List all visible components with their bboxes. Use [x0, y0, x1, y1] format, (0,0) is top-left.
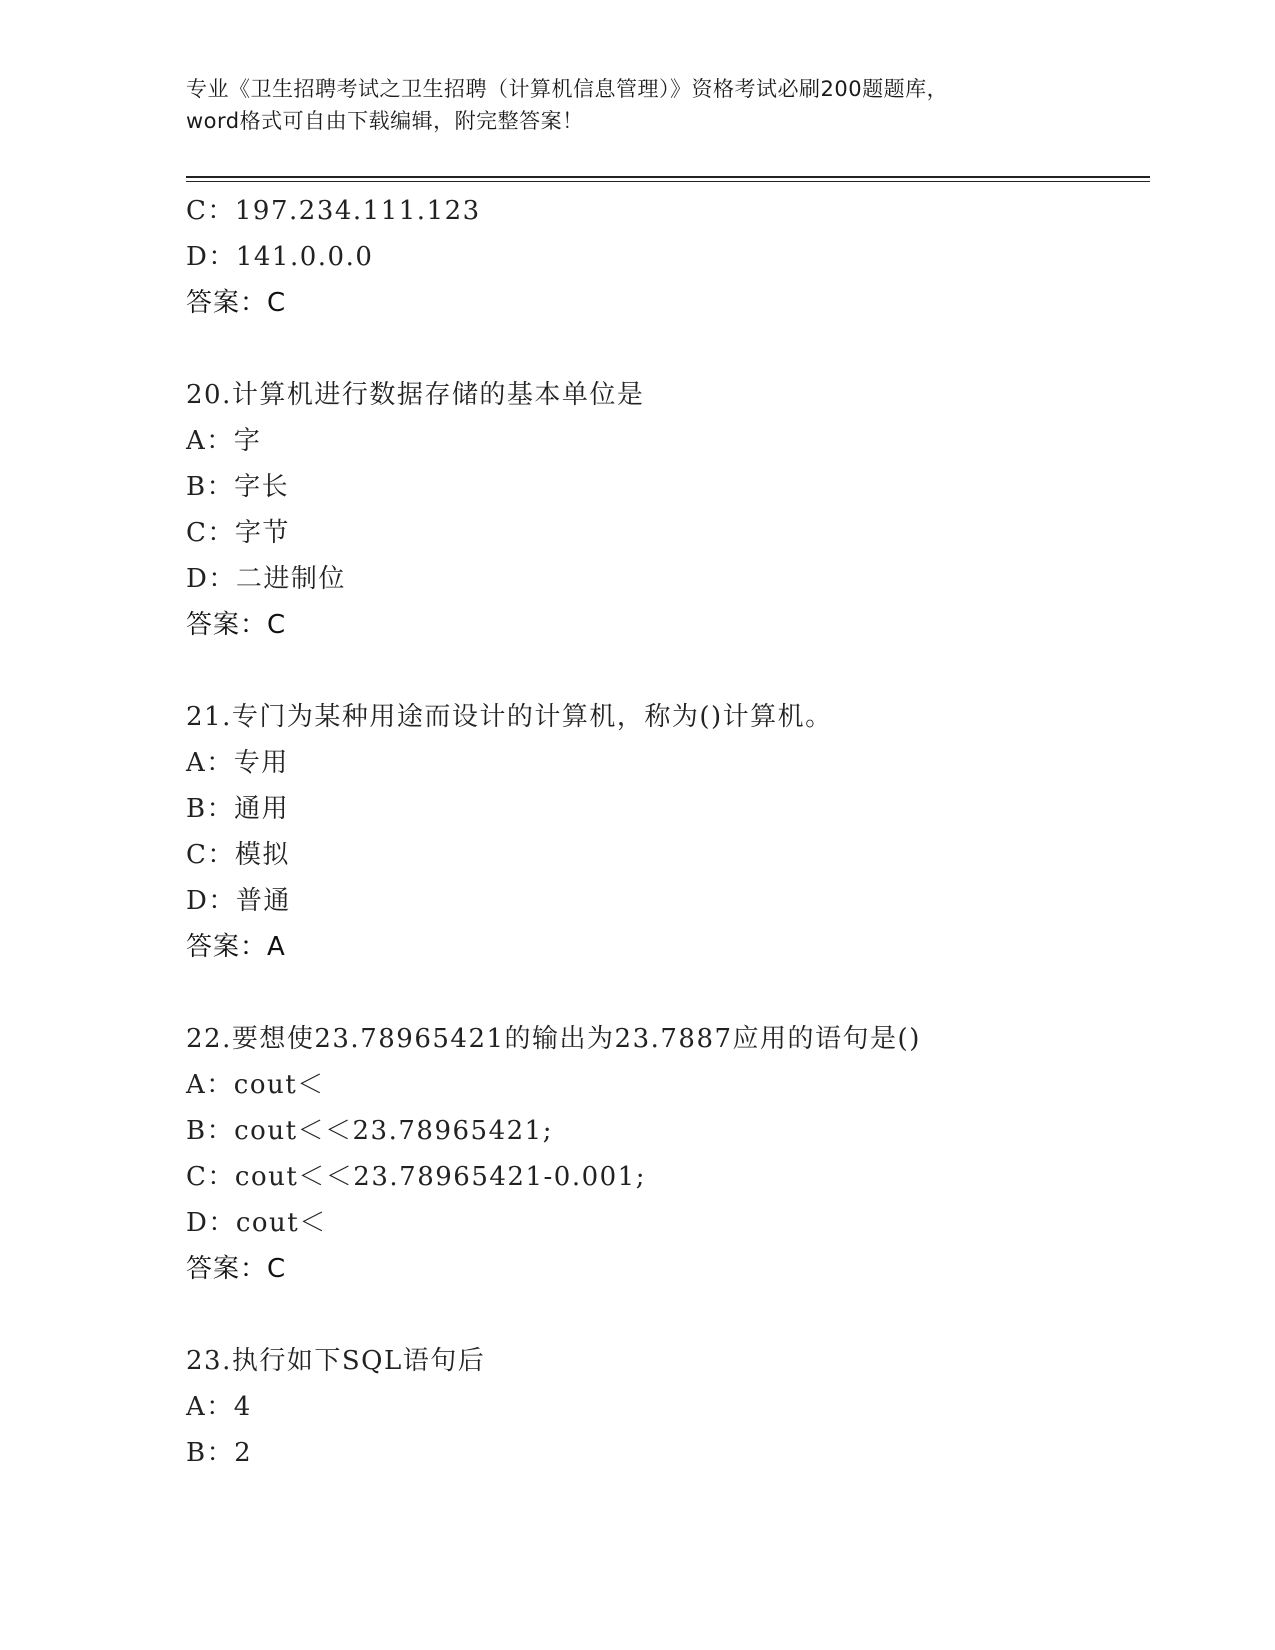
document-header	[186, 73, 1086, 137]
option-c: C：197.234.111.123	[186, 196, 481, 226]
question-stem: 20.计算机进行数据存储的基本单位是	[186, 380, 645, 410]
spacer	[186, 648, 1146, 694]
option-d: D：cout＜	[186, 1208, 327, 1238]
option-a: A：专用	[186, 748, 289, 778]
question-21	[186, 694, 1146, 970]
header-divider	[186, 176, 1150, 182]
option-c: C：字节	[186, 518, 290, 548]
option-c: C：cout＜＜23.78965421-0.001;	[186, 1162, 646, 1192]
spacer	[186, 970, 1146, 1016]
spacer	[186, 326, 1146, 372]
option-b: B：通用	[186, 794, 290, 824]
answer: 答案：A	[186, 932, 286, 962]
option-b: B：字长	[186, 472, 290, 502]
question-22	[186, 1016, 1146, 1292]
question-list	[186, 188, 1146, 1476]
header-title-line-1: 专业《卫生招聘考试之卫生招聘（计算机信息管理）》资格考试必刷200题题库，	[186, 77, 949, 101]
option-a: A：4	[186, 1392, 252, 1422]
answer: 答案：C	[186, 1254, 287, 1284]
question-20	[186, 372, 1146, 648]
option-d: D：141.0.0.0	[186, 242, 374, 272]
question-stem: 21.专门为某种用途而设计的计算机，称为()计算机。	[186, 702, 833, 732]
option-a: A：cout＜	[186, 1070, 325, 1100]
question-stem: 22.要想使23.78965421的输出为23.7887应用的语句是()	[186, 1024, 921, 1054]
option-b: B：cout＜＜23.78965421;	[186, 1116, 553, 1146]
spacer	[186, 1292, 1146, 1338]
question-23	[186, 1338, 1146, 1476]
option-d: D：二进制位	[186, 564, 346, 594]
header-title-line-2: word格式可自由下载编辑，附完整答案！	[186, 109, 584, 133]
answer: 答案：C	[186, 610, 287, 640]
question-19-continuation	[186, 188, 1146, 326]
option-c: C：模拟	[186, 840, 290, 870]
option-b: B：2	[186, 1438, 253, 1468]
answer: 答案：C	[186, 288, 287, 318]
option-d: D：普通	[186, 886, 291, 916]
question-stem: 23.执行如下SQL语句后	[186, 1346, 486, 1376]
option-a: A：字	[186, 426, 262, 456]
